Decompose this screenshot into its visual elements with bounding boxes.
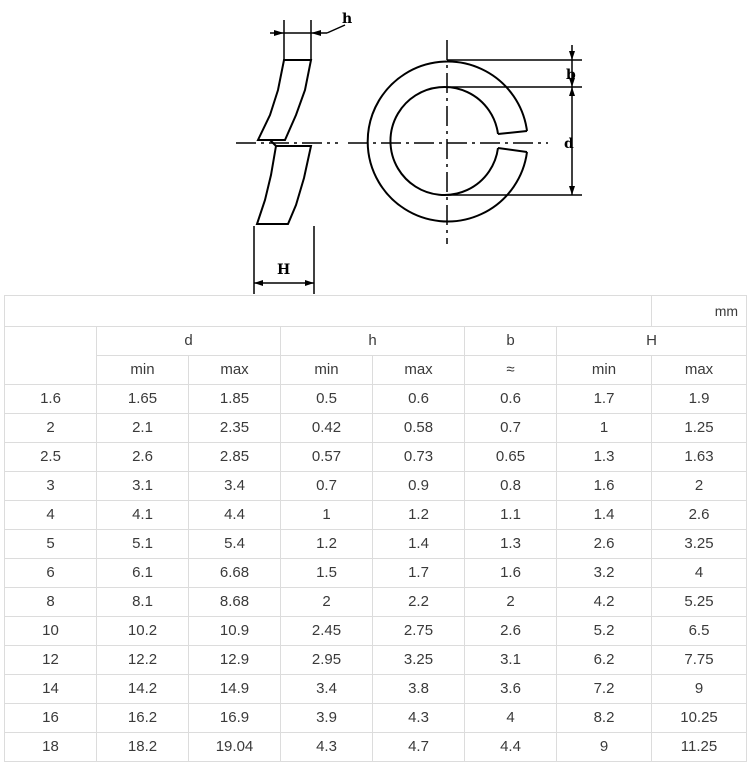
table-cell: 0.5 bbox=[281, 385, 373, 414]
sub-header-d-max: max bbox=[189, 356, 281, 385]
table-cell: 2 bbox=[281, 588, 373, 617]
table-cell: 1.2 bbox=[373, 501, 465, 530]
table-cell: 2.6 bbox=[652, 501, 747, 530]
table-cell: 4.1 bbox=[97, 501, 189, 530]
table-cell: 18.2 bbox=[97, 733, 189, 762]
sub-header-d-min: min bbox=[97, 356, 189, 385]
table-cell: 12.2 bbox=[97, 646, 189, 675]
table-cell: 1.25 bbox=[652, 414, 747, 443]
group-header-h: h bbox=[281, 327, 465, 356]
table-cell: 1.4 bbox=[373, 530, 465, 559]
washer-inner-circle bbox=[390, 87, 498, 195]
table-cell: 0.7 bbox=[465, 414, 557, 443]
table-cell: 0.65 bbox=[465, 443, 557, 472]
unit-label: mm bbox=[652, 296, 747, 327]
sub-header-H-max: max bbox=[652, 356, 747, 385]
table-row bbox=[5, 559, 747, 588]
group-header-b: b bbox=[465, 327, 557, 356]
nominal-size-cell: 4 bbox=[5, 501, 97, 530]
table-row bbox=[5, 443, 747, 472]
washer-side-lower-half bbox=[257, 146, 311, 224]
nominal-size-cell: 16 bbox=[5, 704, 97, 733]
table-cell: 2.85 bbox=[189, 443, 281, 472]
table-row bbox=[5, 733, 747, 762]
table-row bbox=[5, 385, 747, 414]
table-cell: 2.6 bbox=[557, 530, 652, 559]
table-cell: 1.4 bbox=[557, 501, 652, 530]
table-cell: 8.1 bbox=[97, 588, 189, 617]
table-cell: 19.04 bbox=[189, 733, 281, 762]
sub-header-h-min: min bbox=[281, 356, 373, 385]
table-cell: 10.9 bbox=[189, 617, 281, 646]
sub-header-row bbox=[5, 356, 747, 385]
table-cell: 2.75 bbox=[373, 617, 465, 646]
table-cell: 1.6 bbox=[557, 472, 652, 501]
nominal-size-cell: 6 bbox=[5, 559, 97, 588]
table-cell: 4.4 bbox=[189, 501, 281, 530]
table-cell: 0.58 bbox=[373, 414, 465, 443]
washer-technical-drawing bbox=[0, 0, 750, 296]
dimension-label-H: H bbox=[277, 262, 291, 278]
sub-header-h-max: max bbox=[373, 356, 465, 385]
table-cell: 3.1 bbox=[97, 472, 189, 501]
table-cell: 0.73 bbox=[373, 443, 465, 472]
table-cell: 6.5 bbox=[652, 617, 747, 646]
table-cell: 8.68 bbox=[189, 588, 281, 617]
table-cell: 9 bbox=[557, 733, 652, 762]
table-cell: 1.63 bbox=[652, 443, 747, 472]
table-cell: 0.9 bbox=[373, 472, 465, 501]
table-row bbox=[5, 704, 747, 733]
table-row bbox=[5, 588, 747, 617]
table-cell: 1.85 bbox=[189, 385, 281, 414]
table-cell: 3.2 bbox=[557, 559, 652, 588]
table-row bbox=[5, 501, 747, 530]
table-cell: 7.75 bbox=[652, 646, 747, 675]
table-cell: 3.1 bbox=[465, 646, 557, 675]
table-cell: 2.35 bbox=[189, 414, 281, 443]
table-cell: 3.8 bbox=[373, 675, 465, 704]
table-cell: 2.45 bbox=[281, 617, 373, 646]
table-cell: 16.9 bbox=[189, 704, 281, 733]
nominal-size-cell: 2 bbox=[5, 414, 97, 443]
table-row bbox=[5, 472, 747, 501]
table-cell: 1 bbox=[557, 414, 652, 443]
nominal-size-cell: 14 bbox=[5, 675, 97, 704]
table-cell: 7.2 bbox=[557, 675, 652, 704]
table-cell: 3.25 bbox=[652, 530, 747, 559]
table-cell: 5.2 bbox=[557, 617, 652, 646]
dimension-label-h: h bbox=[342, 11, 353, 27]
table-row bbox=[5, 617, 747, 646]
nominal-size-cell: 18 bbox=[5, 733, 97, 762]
table-cell: 0.57 bbox=[281, 443, 373, 472]
table-cell: 12.9 bbox=[189, 646, 281, 675]
table-cell: 0.42 bbox=[281, 414, 373, 443]
table-cell: 5.1 bbox=[97, 530, 189, 559]
unit-row-spacer bbox=[5, 296, 652, 327]
washer-spec-table bbox=[4, 295, 747, 762]
table-cell: 4.2 bbox=[557, 588, 652, 617]
table-cell: 14.2 bbox=[97, 675, 189, 704]
sub-header-b-approx: ≈ bbox=[465, 356, 557, 385]
table-cell: 11.25 bbox=[652, 733, 747, 762]
table-cell: 3.25 bbox=[373, 646, 465, 675]
table-cell: 4.7 bbox=[373, 733, 465, 762]
table-cell: 3.6 bbox=[465, 675, 557, 704]
table-cell: 0.6 bbox=[465, 385, 557, 414]
table-cell: 2.6 bbox=[465, 617, 557, 646]
table-cell: 9 bbox=[652, 675, 747, 704]
table-cell: 2.95 bbox=[281, 646, 373, 675]
table-cell: 3.4 bbox=[281, 675, 373, 704]
table-cell: 1.7 bbox=[557, 385, 652, 414]
table-cell: 1.2 bbox=[281, 530, 373, 559]
table-cell: 6.2 bbox=[557, 646, 652, 675]
group-header-d: d bbox=[97, 327, 281, 356]
table-cell: 2 bbox=[652, 472, 747, 501]
table-cell: 0.8 bbox=[465, 472, 557, 501]
table-cell: 1.65 bbox=[97, 385, 189, 414]
nominal-size-cell: 2.5 bbox=[5, 443, 97, 472]
table-cell: 1 bbox=[281, 501, 373, 530]
nominal-size-cell: 8 bbox=[5, 588, 97, 617]
table-cell: 6.1 bbox=[97, 559, 189, 588]
nominal-size-cell: 3 bbox=[5, 472, 97, 501]
table-cell: 10.2 bbox=[97, 617, 189, 646]
table-cell: 1.3 bbox=[465, 530, 557, 559]
table-cell: 1.7 bbox=[373, 559, 465, 588]
table-cell: 4.3 bbox=[373, 704, 465, 733]
group-header-H: H bbox=[557, 327, 747, 356]
sub-header-H-min: min bbox=[557, 356, 652, 385]
table-cell: 14.9 bbox=[189, 675, 281, 704]
table-cell: 3.4 bbox=[189, 472, 281, 501]
nominal-size-cell: 5 bbox=[5, 530, 97, 559]
table-cell: 8.2 bbox=[557, 704, 652, 733]
table-cell: 0.7 bbox=[281, 472, 373, 501]
unit-row bbox=[5, 296, 747, 327]
nominal-size-cell: 1.6 bbox=[5, 385, 97, 414]
table-cell: 2.2 bbox=[373, 588, 465, 617]
table-cell: 5.4 bbox=[189, 530, 281, 559]
table-cell: 2 bbox=[465, 588, 557, 617]
nominal-size-cell: 12 bbox=[5, 646, 97, 675]
group-header-row bbox=[5, 327, 747, 356]
table-cell: 4 bbox=[652, 559, 747, 588]
table-cell: 1.3 bbox=[557, 443, 652, 472]
table-cell: 1.9 bbox=[652, 385, 747, 414]
table-cell: 4.3 bbox=[281, 733, 373, 762]
dimension-label-d: d bbox=[564, 136, 574, 152]
table-cell: 0.6 bbox=[373, 385, 465, 414]
table-cell: 4.4 bbox=[465, 733, 557, 762]
table-cell: 1.5 bbox=[281, 559, 373, 588]
washer-side-upper-half bbox=[258, 60, 311, 140]
table-row bbox=[5, 646, 747, 675]
table-cell: 4 bbox=[465, 704, 557, 733]
washer-drawing-svg bbox=[0, 0, 750, 296]
table-cell: 2.6 bbox=[97, 443, 189, 472]
nominal-size-header bbox=[5, 327, 97, 385]
table-cell: 3.9 bbox=[281, 704, 373, 733]
table-cell: 16.2 bbox=[97, 704, 189, 733]
table-row bbox=[5, 675, 747, 704]
nominal-size-cell: 10 bbox=[5, 617, 97, 646]
dimension-label-b: b bbox=[566, 67, 576, 83]
table-cell: 1.6 bbox=[465, 559, 557, 588]
table-cell: 5.25 bbox=[652, 588, 747, 617]
table-cell: 1.1 bbox=[465, 501, 557, 530]
table-cell: 2.1 bbox=[97, 414, 189, 443]
table-row bbox=[5, 414, 747, 443]
table-cell: 6.68 bbox=[189, 559, 281, 588]
table-row bbox=[5, 530, 747, 559]
table-cell: 10.25 bbox=[652, 704, 747, 733]
